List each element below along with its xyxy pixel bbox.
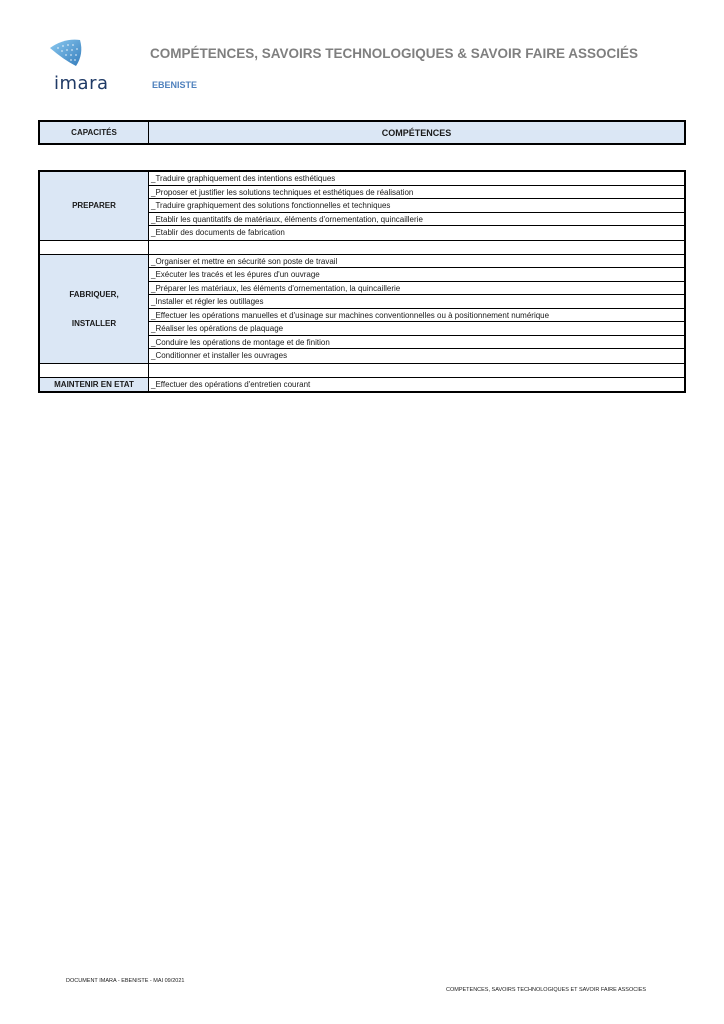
spacer-row [40, 364, 684, 378]
competence-list [149, 172, 684, 240]
competence-item: _Exécuter les tracés et les épures d'un ouvrage [149, 268, 684, 282]
group-maintenir-en-etat [40, 378, 684, 392]
logo-text: imara [54, 73, 109, 94]
capacity-cell [40, 255, 149, 363]
footer-document-ref: DOCUMENT IMARA - EBENISTE - MAI 09/2021 [66, 978, 185, 984]
competences-table [38, 170, 686, 393]
group-preparer [40, 172, 684, 241]
competence-item: _Installer et régler les outillages [149, 295, 684, 309]
competence-list [149, 255, 684, 363]
competence-item: _Effectuer des opérations d'entretien courant [151, 379, 311, 389]
competence-item: _Préparer les matériaux, les éléments d'ornementation, la quincaillerie [149, 282, 684, 296]
competence-item: _Organiser et mettre en sécurité son poste de travail [149, 255, 684, 269]
capacity-label-line2: INSTALLER [71, 318, 117, 328]
group-fabriquer-installer [40, 255, 684, 364]
competence-item: _Traduire graphiquement des intentions esthétiques [149, 172, 684, 186]
competence-item: _Etablir des documents de fabrication [151, 228, 285, 237]
capacity-label: MAINTENIR EN ETAT [54, 379, 134, 389]
capacity-label: PREPARER [72, 201, 116, 211]
competence-item: _Effectuer les opérations manuelles et d'usinage sur machines conventionnelles ou à positionnement numérique [149, 309, 684, 323]
competence-item: _Conditionner et installer les ouvrages [151, 351, 288, 360]
capacity-cell [40, 172, 149, 240]
imara-logo [44, 36, 120, 92]
capacity-label-line1: FABRIQUER, [69, 289, 119, 299]
competence-list [149, 378, 684, 392]
competence-item: _Proposer et justifier les solutions techniques et esthétiques de réalisation [149, 186, 684, 200]
page-subtitle: EBENISTE [152, 80, 198, 90]
page-title: COMPÉTENCES, SAVOIRS TECHNOLOGIQUES & SAVOIR FAIRE ASSOCIÉS [150, 46, 639, 61]
spacer-row [40, 241, 684, 255]
footer-document-title: COMPETENCES, SAVOIRS TECHNOLOGIQUES ET SAVOIR FAIRE ASSOCIES [446, 987, 647, 993]
capacity-cell [40, 378, 149, 392]
competence-item: _Conduire les opérations de montage et de finition [149, 336, 684, 350]
imara-dotted-wave-icon [44, 36, 88, 76]
header-competences: COMPÉTENCES [381, 127, 452, 138]
competence-item: _Etablir les quantitatifs de matériaux, éléments d'ornementation, quincaillerie [149, 213, 684, 227]
table-header [38, 120, 686, 145]
competence-item: _Traduire graphiquement des solutions fonctionnelles et techniques [149, 199, 684, 213]
header-capacites: CAPACITÉS [40, 122, 149, 143]
competence-item: _Réaliser les opérations de plaquage [149, 322, 684, 336]
